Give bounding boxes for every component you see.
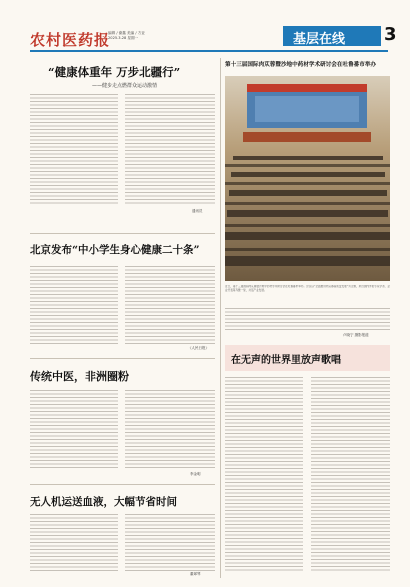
section-banner: [283, 26, 381, 46]
article-body-col2: [125, 94, 215, 206]
divider: [30, 358, 215, 359]
article-health-weight: [30, 58, 215, 228]
article-byline: 李金明: [190, 472, 201, 476]
article-body-col1: [30, 514, 118, 572]
article-source: 《人民日报》: [188, 346, 209, 350]
article-byline: 董翠琴: [190, 572, 201, 576]
article-student-health: [30, 236, 215, 356]
article-body-col1: [30, 266, 118, 346]
divider: [30, 233, 215, 234]
section-title: 基层在线: [293, 32, 346, 47]
event-photo: [225, 76, 390, 281]
photo-caption-text: 近日，第十三届国际肉苁蓉暨沙地中药材学术研讨会在吐鲁番市举办。会议以“全面推进肉苁蓉高质量发展”为主题，来自国内外的专家学者、企业代表等齐聚一堂，共话产业发展。: [225, 285, 390, 292]
event-photo-image: [225, 76, 390, 281]
masthead-meta: [108, 31, 145, 41]
article-body-col1: [30, 94, 118, 206]
article-title: 在无声的世界里放声歌唱: [231, 355, 341, 366]
article-title: 无人机运送血液，大幅节省时间: [30, 496, 177, 508]
column-divider: [220, 58, 221, 578]
masthead-meta-editors: 编辑 / 谢鑫 美编 / 方亚: [108, 31, 145, 35]
page-number: 3: [384, 24, 397, 45]
article-title: 传统中医，非洲圈粉: [30, 370, 129, 383]
paper-name: 农村医药报: [30, 31, 111, 49]
article-tcm-africa: [30, 362, 215, 482]
photo-credit: 卢晓宁 摄影报道: [343, 333, 369, 337]
article-body-col2: [125, 514, 215, 572]
article-body-col1: [225, 377, 303, 572]
divider: [30, 484, 215, 485]
article-silent-world: [225, 345, 390, 580]
article-title: 北京发布“中小学生身心健康二十条”: [30, 244, 200, 256]
masthead-rule: [30, 50, 388, 52]
masthead-meta-date: 2025.3.28 星期一: [108, 36, 139, 40]
photo-story: [225, 58, 390, 358]
article-subtitle: ——健步走点燃群众运动激情: [92, 83, 158, 89]
article-drone-blood: [30, 488, 215, 580]
masthead: [0, 0, 410, 52]
article-body-col2: [125, 390, 215, 470]
article-body-col2: [311, 377, 390, 572]
article-byline: 通讯员: [192, 209, 203, 213]
photo-caption-title: 第十三届国际肉苁蓉暨沙地中药材学术研讨会在吐鲁番市举办: [225, 62, 377, 68]
photo-caption-lines: [225, 308, 390, 330]
article-body-col1: [30, 390, 118, 470]
article-body-col2: [125, 266, 215, 346]
article-title: “健康体重年 万步北疆行”: [48, 65, 181, 79]
